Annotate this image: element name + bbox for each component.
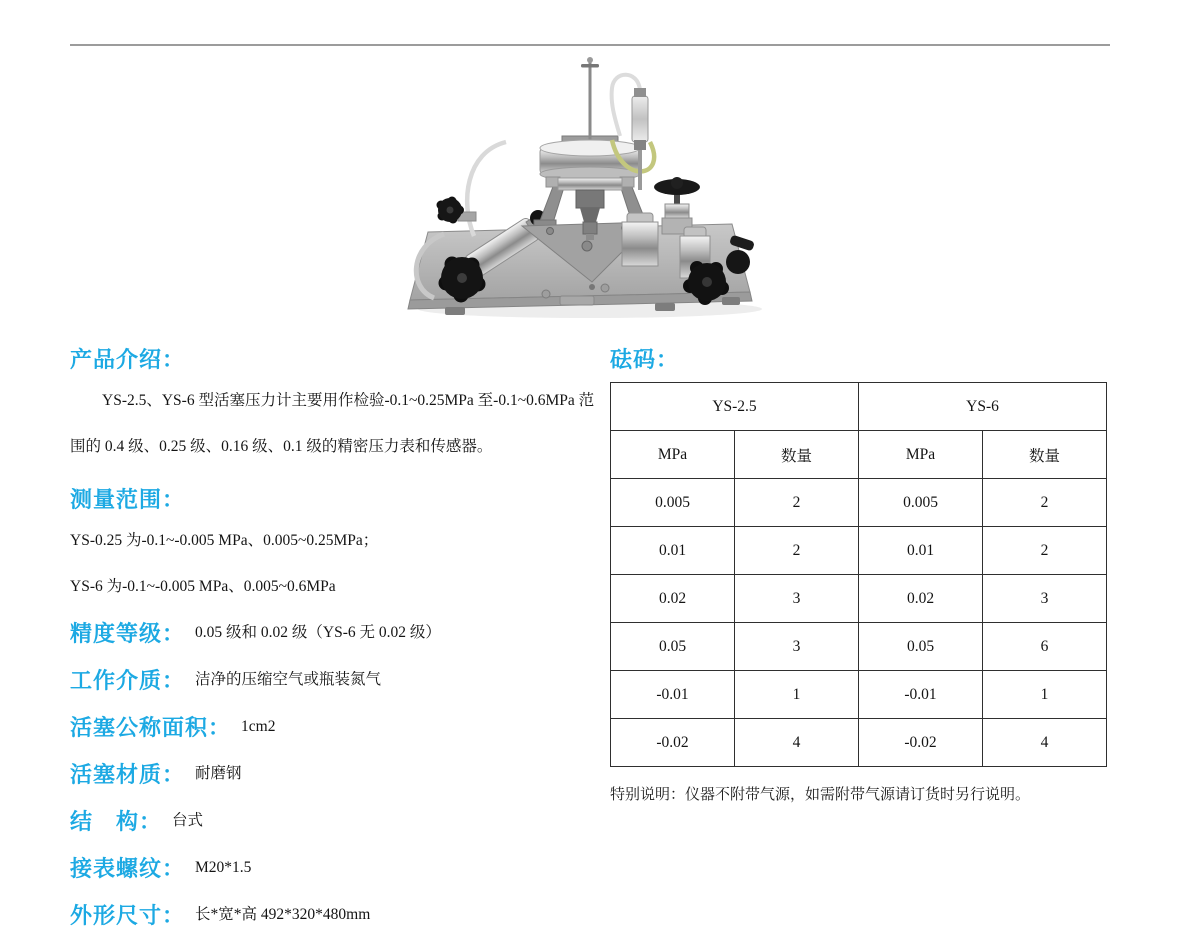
col-header-qty: 数量: [735, 431, 859, 479]
white-hose: [467, 142, 506, 236]
spec-row-dimensions: [70, 892, 585, 939]
table-row: [611, 623, 1107, 671]
col-header-mpa: MPa: [611, 431, 735, 479]
mpa-cell: 0.02: [611, 575, 735, 623]
mpa-cell: -0.02: [859, 719, 983, 767]
qty-cell: 2: [735, 479, 859, 527]
range-line2: YS-6 为-0.1~-0.005 MPa、0.005~0.6MPa: [70, 578, 336, 595]
spec-row-thread: [70, 845, 585, 892]
spec-list: [70, 610, 585, 939]
table-row: [611, 575, 1107, 623]
table-row: [611, 671, 1107, 719]
spec-value: 1cm2: [241, 718, 276, 736]
spec-value: 0.05 级和 0.02 级（YS-6 无 0.02 级）: [195, 624, 441, 642]
mpa-cell: 0.05: [611, 623, 735, 671]
qty-cell: 3: [983, 575, 1107, 623]
spec-row-structure: [70, 798, 585, 845]
spec-label: 接表螺纹：: [70, 855, 186, 881]
spec-label: 活塞公称面积：: [70, 714, 232, 740]
spec-row-piston-area: [70, 704, 585, 751]
mpa-cell: 0.01: [859, 527, 983, 575]
intro-line2: 围的 0.4 级、0.25 级、0.16 级、0.1 级的精密压力表和传感器。: [70, 438, 493, 455]
special-note: 特别说明：仪器不附带气源，如需附带气源请订货时另行说明。: [610, 786, 1031, 803]
range-line1: YS-0.25 为-0.1~-0.005 MPa、0.005~0.25MPa；: [70, 532, 379, 549]
intro-heading: 产品介绍：: [70, 346, 186, 372]
mpa-cell: 0.005: [611, 479, 735, 527]
col-group-ys6: YS-6: [859, 383, 1107, 431]
spec-label: 精度等级：: [70, 620, 186, 646]
spec-row-medium: [70, 657, 585, 704]
range-heading: 测量范围：: [70, 486, 186, 512]
mpa-cell: 0.05: [859, 623, 983, 671]
spec-label: 结 构：: [70, 808, 163, 834]
col-header-qty: 数量: [983, 431, 1107, 479]
spec-value: 台式: [172, 812, 204, 830]
spec-row-piston-material: [70, 751, 585, 798]
table-row: [611, 527, 1107, 575]
weights-table: [610, 382, 1107, 767]
mpa-cell: 0.02: [859, 575, 983, 623]
mpa-cell: 0.01: [611, 527, 735, 575]
qty-cell: 3: [735, 575, 859, 623]
spec-value: 耐磨钢: [195, 765, 242, 783]
qty-cell: 3: [735, 623, 859, 671]
qty-cell: 6: [983, 623, 1107, 671]
table-group-row: [611, 383, 1107, 431]
col-header-mpa: MPa: [859, 431, 983, 479]
spec-value: 长*宽*高 492*320*480mm: [195, 906, 371, 924]
piston-pressure-gauge-photo: [400, 50, 775, 328]
mpa-cell: -0.02: [611, 719, 735, 767]
qty-cell: 4: [735, 719, 859, 767]
intro-line1: YS-2.5、YS-6 型活塞压力计主要用作检验-0.1~0.25MPa 至-0.1~0.6MPa 范: [102, 392, 595, 409]
qty-cell: 2: [735, 527, 859, 575]
spec-row-accuracy: [70, 610, 585, 657]
table-subheader-row: [611, 431, 1107, 479]
qty-cell: 2: [983, 527, 1107, 575]
table-row: [611, 479, 1107, 527]
mpa-cell: -0.01: [611, 671, 735, 719]
product-details-column: [70, 340, 595, 939]
spec-label: 外形尺寸：: [70, 902, 186, 928]
mpa-cell: 0.005: [859, 479, 983, 527]
spec-value: M20*1.5: [195, 859, 252, 877]
top-divider: [70, 44, 1110, 46]
spec-label: 工作介质：: [70, 667, 186, 693]
spec-value: 洁净的压缩空气或瓶装氮气: [195, 671, 382, 689]
qty-cell: 1: [983, 671, 1107, 719]
weights-column: [610, 340, 1107, 804]
qty-cell: 4: [983, 719, 1107, 767]
qty-cell: 2: [983, 479, 1107, 527]
mpa-cell: -0.01: [859, 671, 983, 719]
col-group-ys25: YS-2.5: [611, 383, 859, 431]
device-illustration: [400, 50, 775, 325]
qty-cell: 1: [735, 671, 859, 719]
weights-heading: 砝码：: [610, 346, 680, 372]
table-row: [611, 719, 1107, 767]
spec-label: 活塞材质：: [70, 761, 186, 787]
